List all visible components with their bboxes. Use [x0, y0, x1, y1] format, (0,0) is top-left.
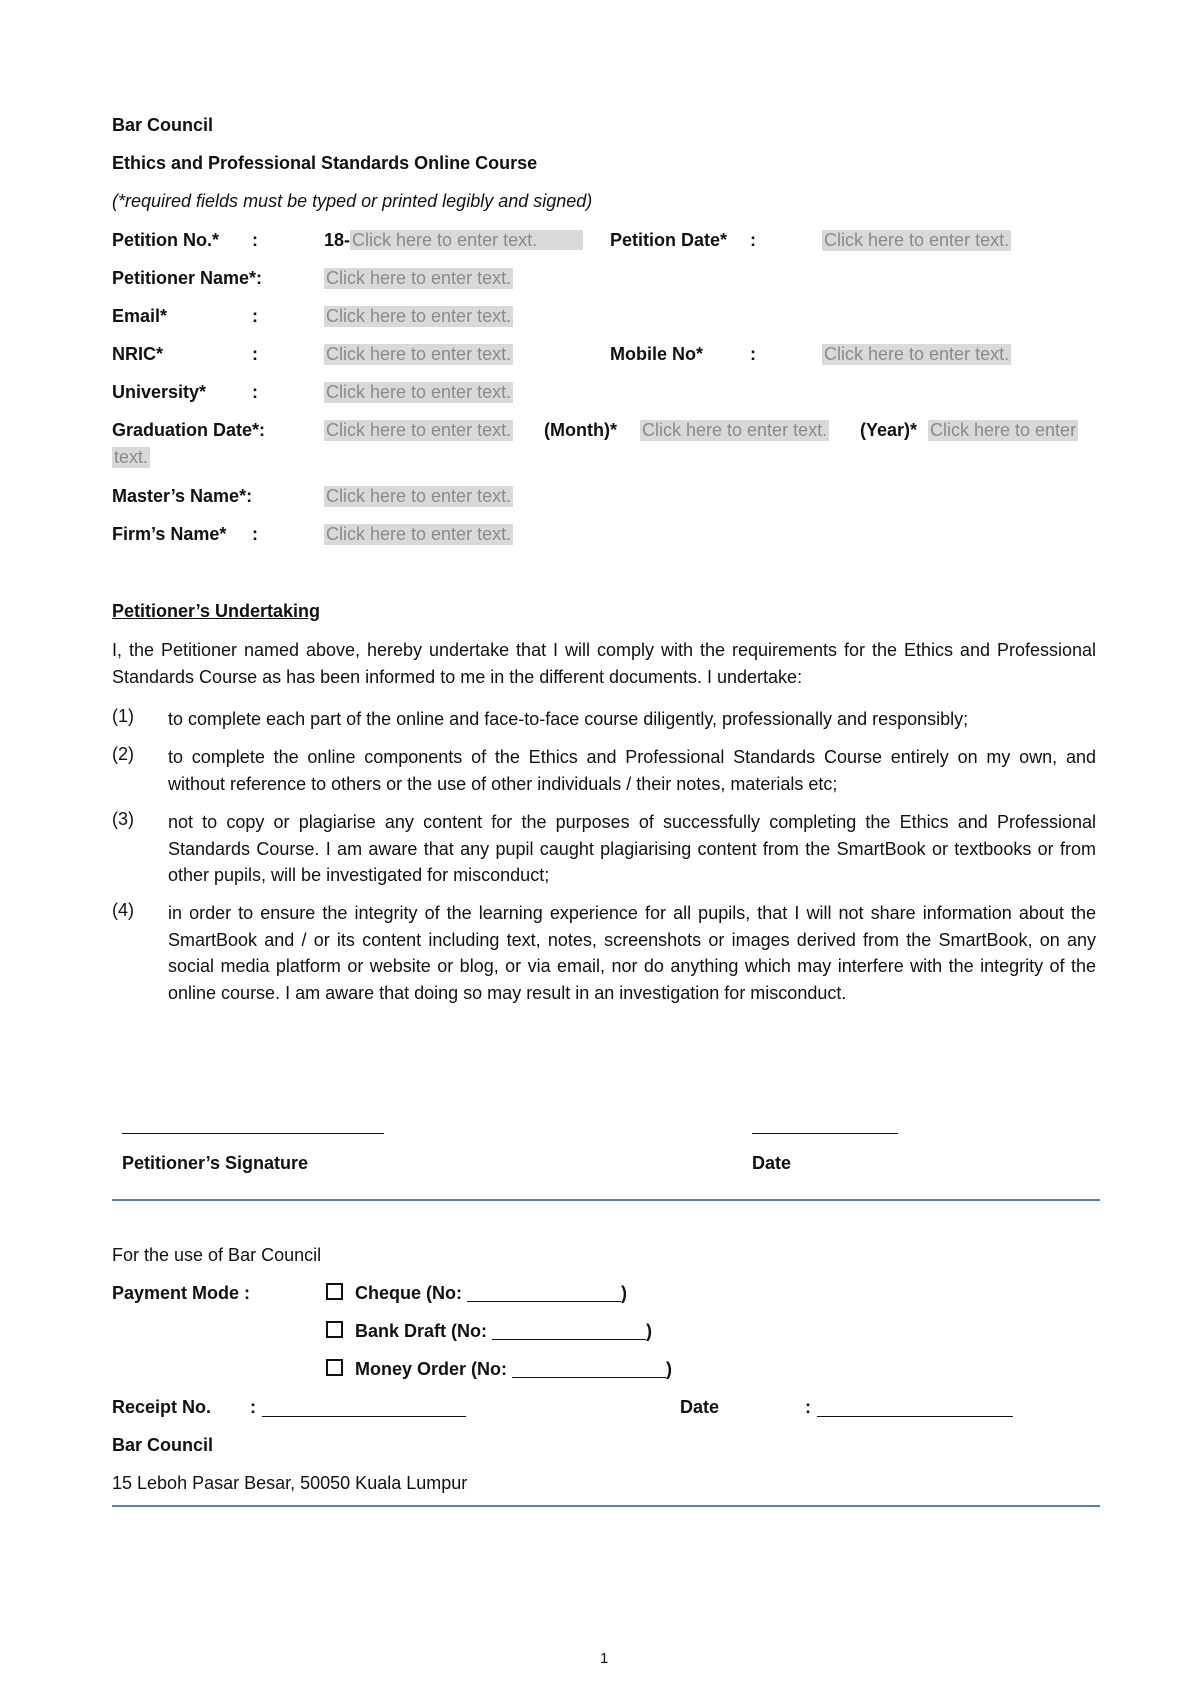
payment-option-cheque[interactable]: Cheque (No: )	[326, 1283, 627, 1304]
petition-date-label: Petition Date*	[610, 230, 728, 250]
firm-name-input[interactable]: Click here to enter text.	[326, 524, 512, 544]
item-number: (3)	[112, 809, 134, 829]
footer-divider	[112, 1505, 1100, 1507]
petitioner-name-label: Petitioner Name*:	[112, 268, 263, 288]
undertaking-item: to complete the online components of the Ethics and Professional Standards Course entirely on my own, and without reference to others or the use of other individuals / their notes, materials etc;	[168, 747, 1096, 794]
payment-option-money-order[interactable]: Money Order (No: )	[326, 1359, 672, 1380]
cheque-number-blank[interactable]	[467, 1285, 621, 1302]
mobile-label: Mobile No*	[610, 344, 703, 364]
colon: :	[252, 306, 258, 326]
firm-name-label: Firm’s Name*	[112, 524, 227, 544]
date-line	[752, 1133, 898, 1134]
graduation-month-input[interactable]: Click here to enter text.	[642, 420, 828, 440]
university-label: University*	[112, 382, 207, 402]
office-date-label: Date	[680, 1397, 720, 1417]
undertaking-heading: Petitioner’s Undertaking	[112, 601, 321, 621]
receipt-no-label: Receipt No.	[112, 1397, 212, 1417]
petition-no-field[interactable]	[324, 230, 583, 251]
mobile-input[interactable]: Click here to enter text.	[824, 344, 1010, 364]
undertaking-item: to complete each part of the online and face-to-face course diligently, professionally and responsibly;	[168, 709, 969, 729]
email-label: Email*	[112, 306, 168, 326]
colon: :	[805, 1397, 811, 1417]
email-input[interactable]: Click here to enter text.	[326, 306, 512, 326]
payment-mode-label: Payment Mode :	[112, 1283, 251, 1303]
checkbox-icon[interactable]	[326, 1283, 343, 1300]
graduation-label: Graduation Date*:	[112, 420, 266, 440]
colon: :	[252, 344, 258, 364]
undertaking-item: not to copy or plagiarise any content for the purposes of successfully completing the Ethics and Professional Standards Course. I am aware that any pupil caught plagiarising content from the SmartBook or textbooks or from other pupils, will be investigated for misconduct;	[168, 812, 1096, 885]
month-label: (Month)*	[544, 420, 617, 440]
nric-label: NRIC*	[112, 344, 164, 364]
year-label: (Year)*	[860, 420, 918, 440]
petition-no-input[interactable]: Click here to enter text.	[350, 230, 583, 250]
nric-input[interactable]: Click here to enter text.	[326, 344, 512, 364]
university-input[interactable]: Click here to enter text.	[326, 382, 512, 402]
footer-org: Bar Council	[112, 1435, 214, 1455]
page-number: 1	[600, 1650, 609, 1667]
item-number: (2)	[112, 744, 134, 764]
bank-draft-number-blank[interactable]	[492, 1323, 646, 1340]
colon: :	[750, 230, 756, 250]
item-number: (4)	[112, 900, 134, 920]
colon: :	[252, 524, 258, 544]
undertaking-item: in order to ensure the integrity of the learning experience for all pupils, that I will not share information about the SmartBook and / or its content including text, notes, screenshots or images derived from the SmartBook, on any social media platform or website or blog, or via email, nor do anything which may interfere with the integrity of the online course. I am aware that doing so may result in an investigation for misconduct.	[168, 903, 1096, 1003]
master-name-input[interactable]: Click here to enter text.	[326, 486, 512, 506]
checkbox-icon[interactable]	[326, 1321, 343, 1338]
colon: :	[252, 382, 258, 402]
graduation-year-input[interactable]: Click here to enter	[930, 420, 1077, 440]
petition-date-input[interactable]: Click here to enter text.	[824, 230, 1010, 250]
footer-address: 15 Leboh Pasar Besar, 50050 Kuala Lumpur	[112, 1473, 468, 1493]
payment-option-bank-draft[interactable]: Bank Draft (No: )	[326, 1321, 652, 1342]
colon: :	[750, 344, 756, 364]
org-title: Bar Council	[112, 115, 214, 135]
course-title: Ethics and Professional Standards Online Course	[112, 153, 538, 173]
petition-no-prefix: 18-	[324, 230, 351, 250]
checkbox-icon[interactable]	[326, 1359, 343, 1376]
colon: :	[250, 1397, 256, 1417]
petition-no-label: Petition No.*	[112, 230, 219, 250]
required-note: (*required fields must be typed or printed legibly and signed)	[112, 191, 593, 211]
item-number: (1)	[112, 706, 134, 726]
undertaking-intro: I, the Petitioner named above, hereby undertake that I will comply with the requirements for the Ethics and Professional Standards Course as has been informed to me in the different documents. I undertake:	[112, 640, 1096, 687]
signature-line	[122, 1133, 384, 1134]
receipt-no-blank[interactable]	[262, 1416, 466, 1417]
colon: :	[252, 230, 258, 250]
master-name-label: Master’s Name*:	[112, 486, 253, 506]
graduation-day-input[interactable]: Click here to enter text.	[326, 420, 512, 440]
money-order-number-blank[interactable]	[512, 1361, 666, 1378]
signature-date-label: Date	[752, 1153, 792, 1173]
graduation-year-input-wrap[interactable]: text.	[114, 447, 149, 467]
section-divider	[112, 1199, 1100, 1201]
petitioner-name-input[interactable]: Click here to enter text.	[326, 268, 512, 288]
office-use-heading: For the use of Bar Council	[112, 1245, 322, 1265]
signature-label: Petitioner’s Signature	[122, 1153, 309, 1173]
office-date-blank[interactable]	[817, 1416, 1013, 1417]
